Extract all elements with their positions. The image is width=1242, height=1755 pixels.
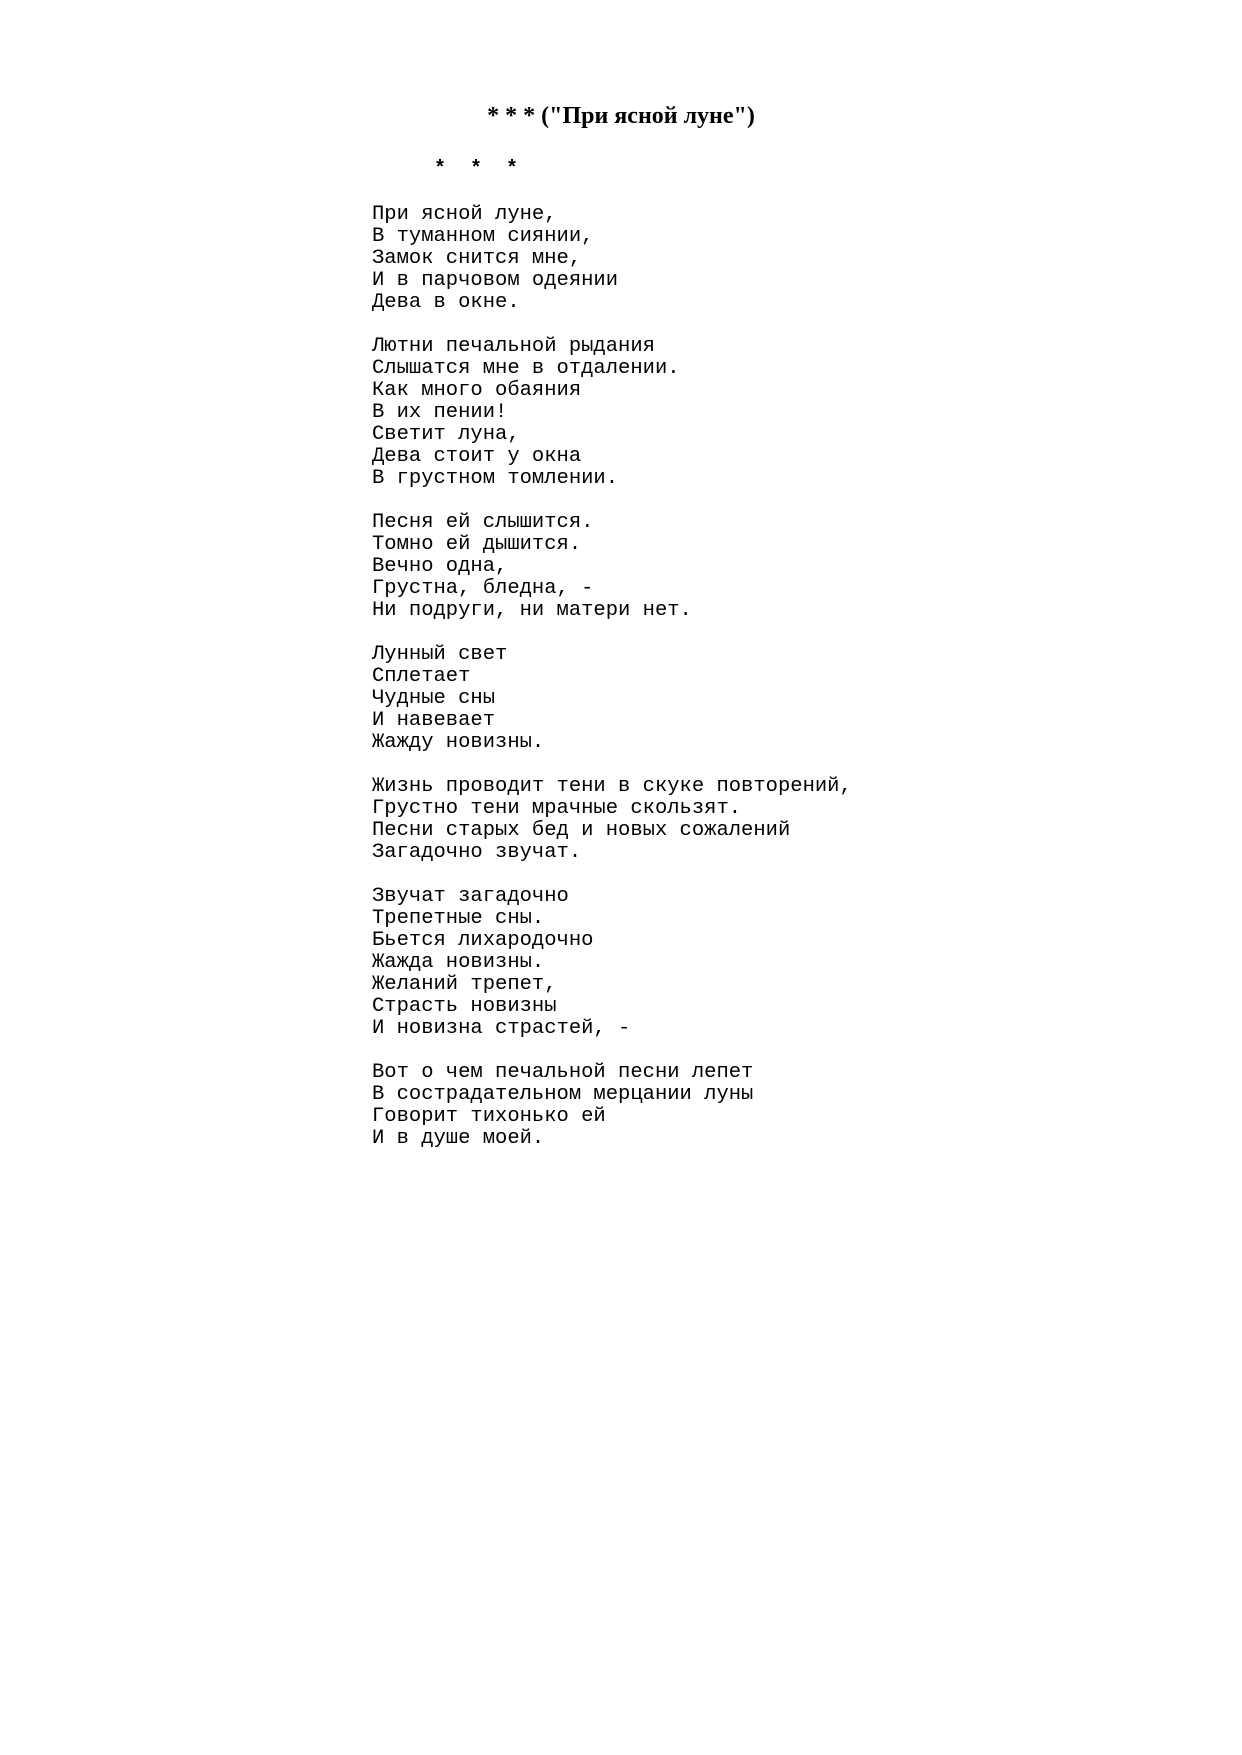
poem-line: И в душе моей. — [372, 1127, 545, 1150]
poem-line: Дева стоит у окна — [372, 445, 582, 468]
poem-line: Говорит тихонько ей — [372, 1105, 606, 1128]
stanza — [372, 1062, 852, 1150]
poem-line: Звучат загадочно — [372, 885, 569, 908]
poem-line: Трепетные сны. — [372, 907, 545, 930]
stanza — [372, 204, 852, 314]
poem-line: Как много обаяния — [372, 379, 582, 402]
poem-line: Бьется лихародочно — [372, 929, 594, 952]
poem-line: Томно ей дышится. — [372, 533, 582, 556]
stanza — [372, 336, 852, 490]
poem-line: В сострадательном мерцании луны — [372, 1083, 754, 1106]
poem-line: Жизнь проводит тени в скуке повторений, — [372, 775, 852, 798]
poem-line: Песни старых бед и новых сожалений — [372, 819, 791, 842]
poem-line: Замок снится мне, — [372, 247, 582, 270]
poem-line: Грустна, бледна, - — [372, 577, 594, 600]
poem-line: Желаний трепет, — [372, 973, 557, 996]
poem-line: В их пении! — [372, 401, 508, 424]
poem-line: В грустном томлении. — [372, 467, 619, 490]
poem-line: Грустно тени мрачные скользят. — [372, 797, 742, 820]
poem-line: Светит луна, — [372, 423, 520, 446]
poem-line: И навевает — [372, 709, 496, 732]
poem-line: В туманном сиянии, — [372, 225, 594, 248]
poem-line: И новизна страстей, - — [372, 1017, 631, 1040]
poem-line: Лютни печальной рыдания — [372, 335, 655, 358]
poem-line: Сплетает — [372, 665, 471, 688]
stanza — [372, 644, 852, 754]
poem-line: Страсть новизны — [372, 995, 557, 1018]
poem-line: Жажда новизны. — [372, 951, 545, 974]
poem-line: Песня ей слышится. — [372, 511, 594, 534]
poem-line: Ни подруги, ни матери нет. — [372, 599, 692, 622]
poem-line: Лунный свет — [372, 643, 508, 666]
poem-line: Вот о чем печальной песни лепет — [372, 1061, 754, 1084]
poem-line: И в парчовом одеянии — [372, 269, 619, 292]
poem-line: Жажду новизны. — [372, 731, 545, 754]
poem-line: Загадочно звучат. — [372, 841, 582, 864]
poem-title: * * * ("При ясной луне") — [487, 103, 755, 129]
asterism-divider: * * * — [434, 158, 519, 181]
poem-line: При ясной луне, — [372, 203, 557, 226]
poem-line: Вечно одна, — [372, 555, 508, 578]
stanza — [372, 512, 852, 622]
poem-line: Слышатся мне в отдалении. — [372, 357, 680, 380]
stanza — [372, 886, 852, 1040]
poem-line: Чудные сны — [372, 687, 496, 710]
poem-body — [372, 204, 852, 1172]
poem-line: Дева в окне. — [372, 291, 520, 314]
stanza — [372, 776, 852, 864]
